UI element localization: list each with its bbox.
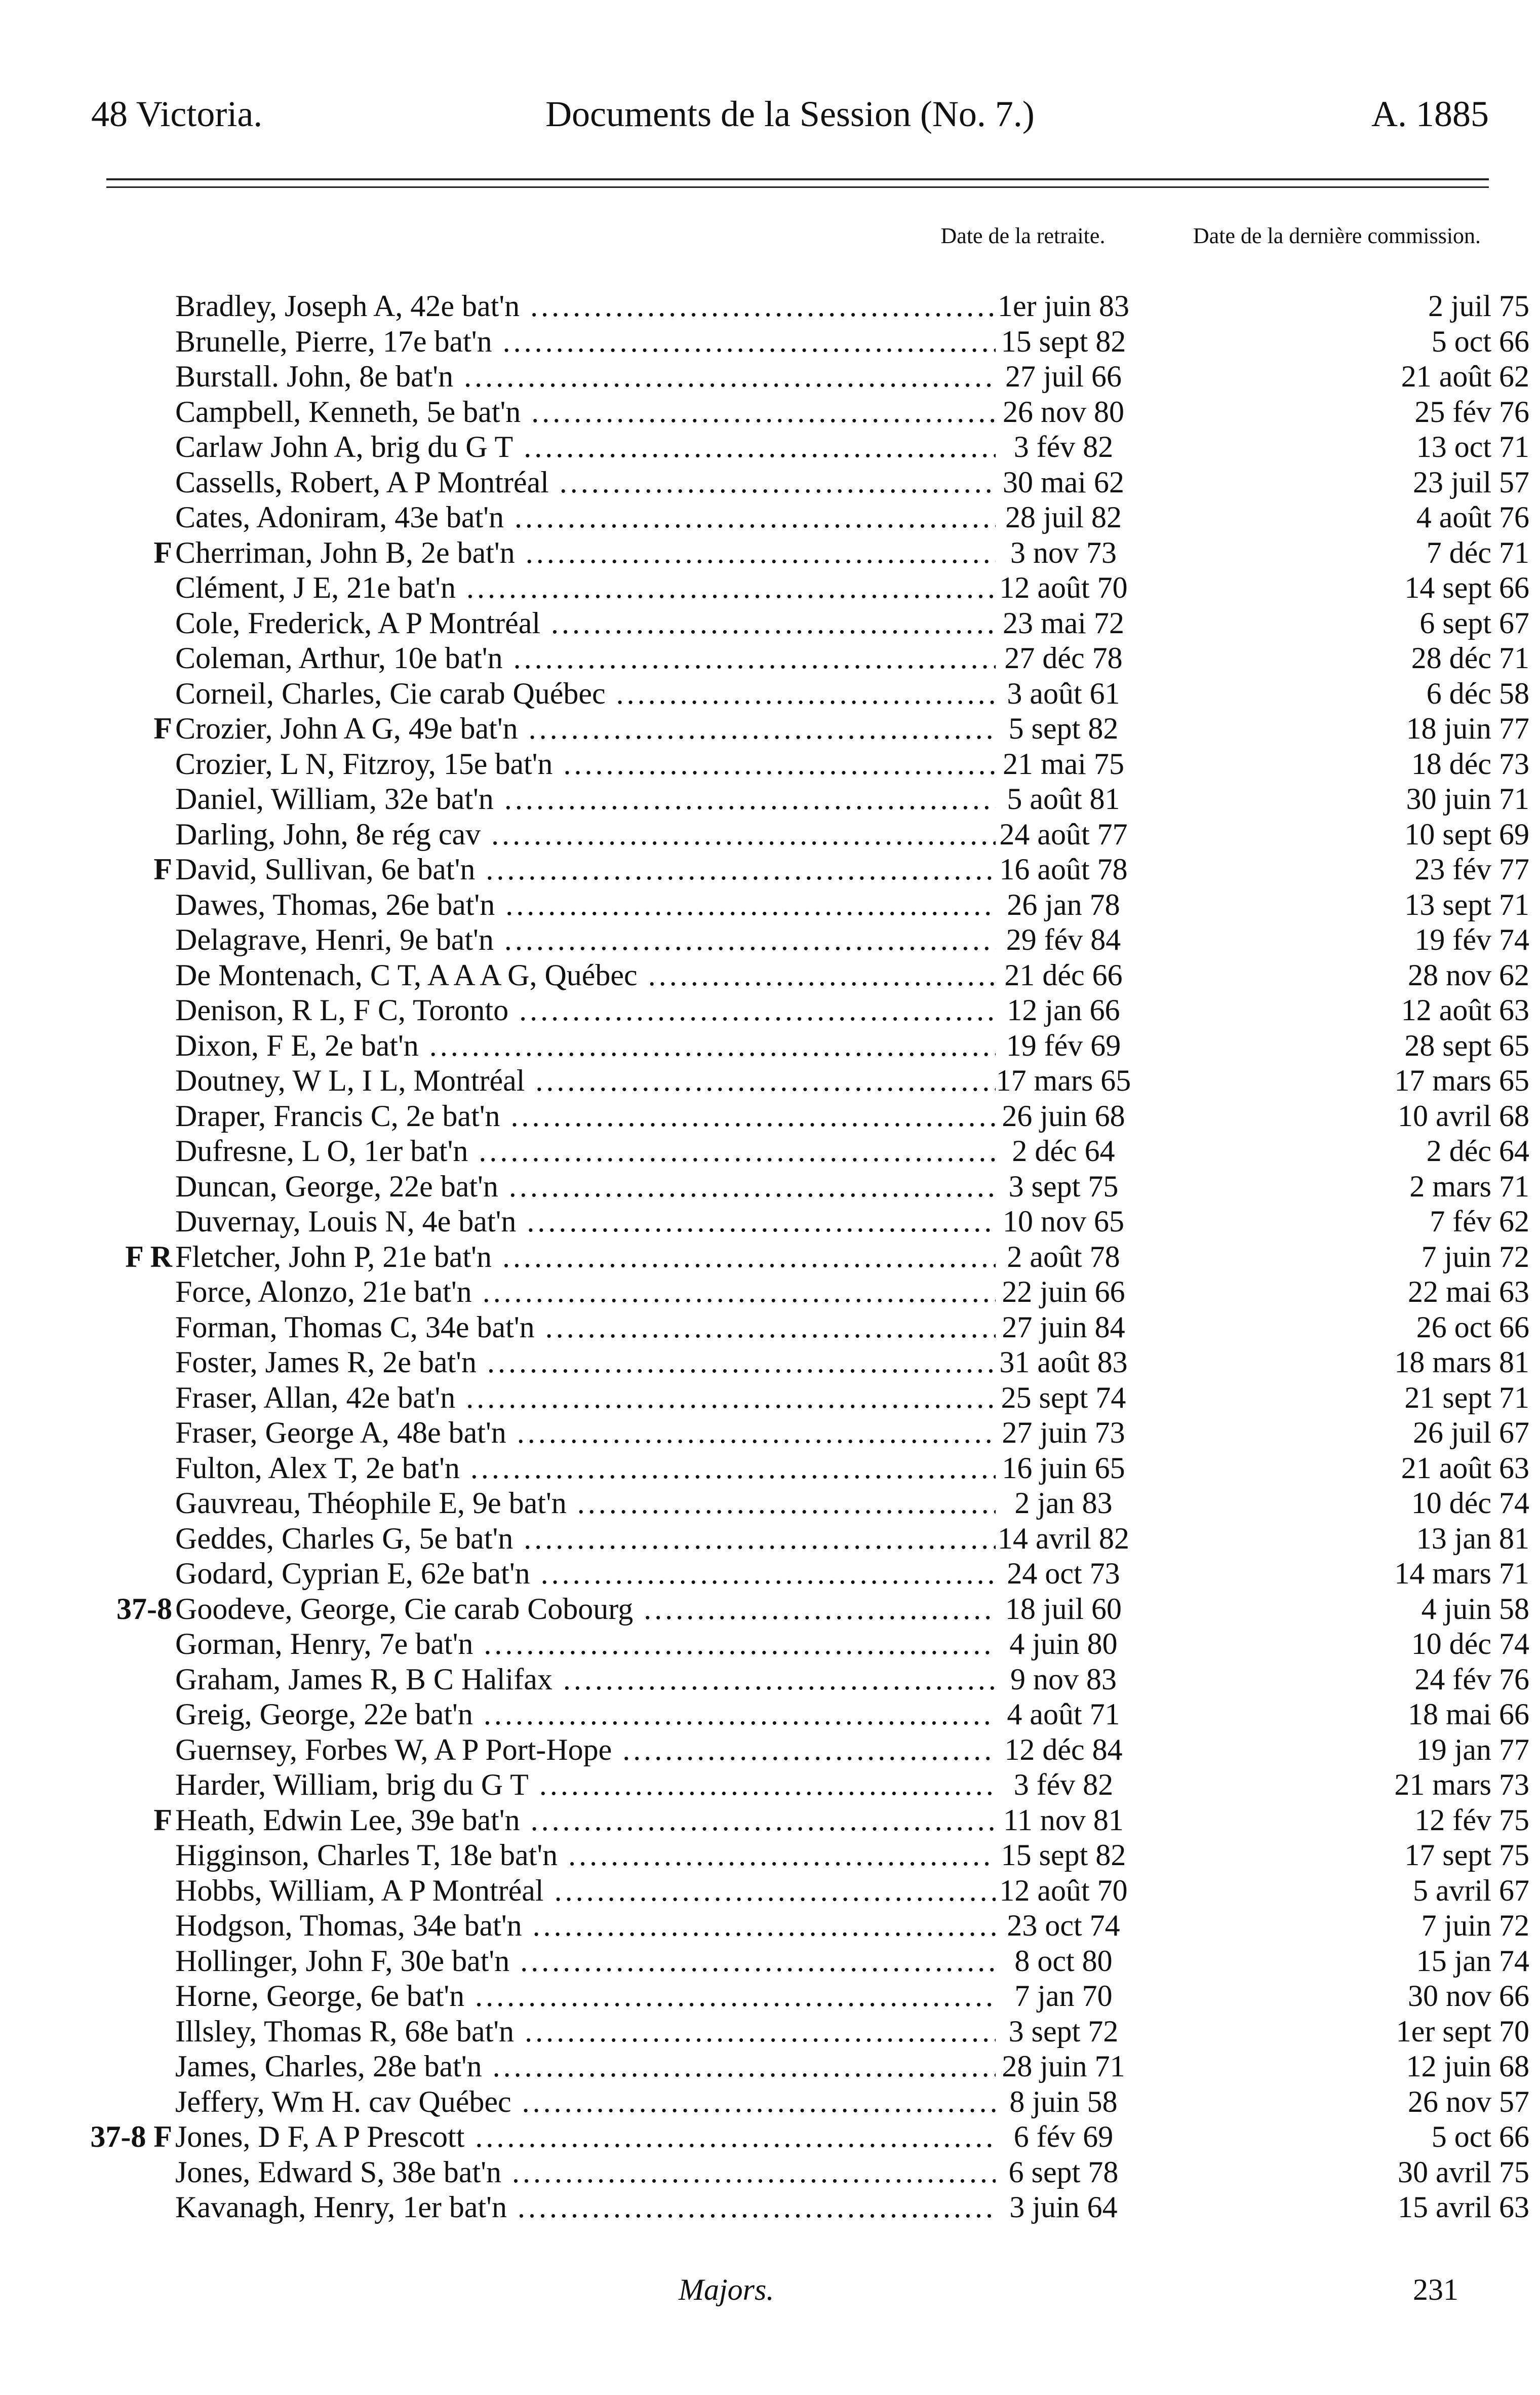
retirement-date: 7 jan 70 bbox=[1014, 1979, 1113, 2013]
catchword: Majors. bbox=[679, 2273, 774, 2306]
list-item bbox=[76, 1556, 1529, 1592]
header-rule bbox=[106, 178, 1489, 180]
row-mark: F bbox=[153, 535, 172, 569]
list-item bbox=[76, 2190, 1529, 2225]
retirement-date: 17 mars 65 bbox=[996, 1064, 1131, 1097]
row-mark: F bbox=[153, 1803, 172, 1837]
retirement-date: 6 sept 78 bbox=[1008, 2155, 1119, 2189]
retirement-date: 3 fév 82 bbox=[1013, 430, 1114, 463]
officer-name: Horne, George, 6e bat'n ..... bbox=[175, 1979, 996, 2014]
officer-name: Clément, J E, 21e bat'n ..... bbox=[175, 570, 996, 606]
list-item bbox=[76, 570, 1529, 606]
officer-name: Corneil, Charles, Cie carab Québec ..... bbox=[175, 676, 996, 712]
commission-date: 4 juin 58 bbox=[1421, 1592, 1529, 1626]
list-item bbox=[76, 676, 1529, 712]
retirement-date: 16 août 78 bbox=[999, 853, 1128, 886]
list-item bbox=[76, 2014, 1529, 2050]
list-item bbox=[76, 359, 1529, 395]
officer-name: Jones, D F, A P Prescott ..... bbox=[175, 2119, 996, 2155]
list-item bbox=[76, 782, 1529, 817]
officer-name: Coleman, Arthur, 10e bat'n ..... bbox=[175, 641, 996, 676]
commission-date: 17 mars 65 bbox=[1394, 1064, 1529, 1097]
list-item bbox=[76, 817, 1529, 853]
list-item bbox=[76, 1028, 1529, 1064]
commission-date: 10 déc 74 bbox=[1411, 1627, 1529, 1660]
commission-date: 10 avril 68 bbox=[1398, 1099, 1529, 1133]
retirement-date: 5 août 81 bbox=[1007, 782, 1120, 816]
retirement-date: 12 août 70 bbox=[999, 571, 1128, 604]
retirement-date: 30 mai 62 bbox=[1003, 465, 1124, 499]
officer-name: Jones, Edward S, 38e bat'n ..... bbox=[175, 2155, 996, 2190]
retirement-date: 26 juin 68 bbox=[1002, 1099, 1125, 1133]
retirement-date: 4 août 71 bbox=[1007, 1697, 1120, 1731]
officer-name: Forman, Thomas C, 34e bat'n ..... bbox=[175, 1310, 996, 1345]
list-item bbox=[76, 1486, 1529, 1521]
list-item bbox=[76, 1592, 1529, 1627]
commission-date: 2 déc 64 bbox=[1426, 1134, 1529, 1168]
commission-date: 23 juil 57 bbox=[1412, 465, 1529, 499]
officer-name: Dixon, F E, 2e bat'n ..... bbox=[175, 1028, 996, 1064]
commission-date: 22 mai 63 bbox=[1408, 1275, 1529, 1308]
list-item bbox=[76, 1908, 1529, 1944]
commission-date: 24 fév 76 bbox=[1414, 1662, 1529, 1696]
row-mark: F bbox=[153, 853, 172, 886]
retirement-date: 3 août 61 bbox=[1007, 676, 1120, 710]
commission-date: 21 sept 71 bbox=[1404, 1380, 1529, 1414]
commission-date: 28 déc 71 bbox=[1411, 641, 1529, 675]
list-item bbox=[76, 1063, 1529, 1099]
header-year: A. 1885 bbox=[1371, 94, 1489, 134]
retirement-date: 26 nov 80 bbox=[1003, 395, 1124, 429]
row-mark: F R bbox=[125, 1240, 172, 1273]
commission-date: 18 juin 77 bbox=[1406, 712, 1529, 745]
commission-date: 18 mai 66 bbox=[1408, 1697, 1529, 1731]
retirement-date: 3 fév 82 bbox=[1013, 1768, 1114, 1801]
commission-date: 6 sept 67 bbox=[1419, 606, 1529, 640]
commission-date: 28 nov 62 bbox=[1408, 958, 1529, 992]
commission-date: 19 jan 77 bbox=[1416, 1732, 1529, 1766]
retirement-date: 28 juil 82 bbox=[1005, 500, 1122, 534]
officer-name: Gauvreau, Théophile E, 9e bat'n ..... bbox=[175, 1486, 996, 1521]
list-item bbox=[76, 1979, 1529, 2014]
list-item bbox=[76, 430, 1529, 465]
commission-date: 26 oct 66 bbox=[1416, 1310, 1529, 1344]
list-item bbox=[76, 852, 1529, 887]
commission-date: 30 nov 66 bbox=[1408, 1979, 1529, 2013]
retirement-date: 6 fév 69 bbox=[1013, 2120, 1114, 2153]
retirement-date: 10 nov 65 bbox=[1003, 1205, 1124, 1238]
list-item bbox=[76, 535, 1529, 571]
officer-name: Campbell, Kenneth, 5e bat'n ..... bbox=[175, 395, 996, 430]
column-header-retirement: Date de la retraite. bbox=[940, 223, 1105, 248]
retirement-date: 25 sept 74 bbox=[1001, 1380, 1126, 1414]
officer-name: Doutney, W L, I L, Montréal ..... bbox=[175, 1063, 996, 1099]
list-item bbox=[76, 1767, 1529, 1803]
row-mark: F bbox=[153, 712, 172, 745]
retirement-date: 4 juin 80 bbox=[1009, 1627, 1118, 1660]
list-item bbox=[76, 1274, 1529, 1310]
retirement-date: 28 juin 71 bbox=[1002, 2050, 1125, 2083]
commission-date: 6 déc 58 bbox=[1426, 676, 1529, 710]
page-number: 231 bbox=[1413, 2273, 1458, 2306]
list-item bbox=[76, 1134, 1529, 1169]
commission-date: 15 jan 74 bbox=[1416, 1944, 1529, 1978]
retirement-date: 2 jan 83 bbox=[1014, 1486, 1113, 1520]
retirement-date: 15 sept 82 bbox=[1001, 1838, 1126, 1872]
commission-date: 2 mars 71 bbox=[1409, 1169, 1529, 1203]
retirement-date: 14 avril 82 bbox=[998, 1521, 1129, 1555]
list-item bbox=[76, 641, 1529, 676]
commission-date: 10 déc 74 bbox=[1411, 1486, 1529, 1520]
retirement-date: 16 juin 65 bbox=[1002, 1451, 1125, 1485]
retirement-date: 5 sept 82 bbox=[1008, 712, 1119, 745]
retirement-date: 18 juil 60 bbox=[1005, 1592, 1122, 1626]
list-item bbox=[76, 1521, 1529, 1557]
retirement-date: 1er juin 83 bbox=[998, 289, 1129, 323]
commission-date: 21 août 63 bbox=[1401, 1451, 1529, 1485]
retirement-date: 3 juin 64 bbox=[1009, 2190, 1118, 2224]
retirement-date: 12 août 70 bbox=[999, 1873, 1128, 1907]
list-item bbox=[76, 1310, 1529, 1345]
officer-name: Duncan, George, 22e bat'n ..... bbox=[175, 1169, 996, 1205]
officer-name: Brunelle, Pierre, 17e bat'n ..... bbox=[175, 324, 996, 360]
list-item bbox=[76, 1380, 1529, 1416]
commission-date: 26 juil 67 bbox=[1412, 1416, 1529, 1449]
officer-name: Cherriman, John B, 2e bat'n ..... bbox=[175, 535, 996, 571]
officer-name: Crozier, L N, Fitzroy, 15e bat'n ..... bbox=[175, 747, 996, 782]
commission-date: 13 sept 71 bbox=[1404, 887, 1529, 921]
retirement-date: 21 déc 66 bbox=[1004, 958, 1123, 992]
officer-name: Cates, Adoniram, 43e bat'n ..... bbox=[175, 500, 996, 535]
officer-name: Denison, R L, F C, Toronto ..... bbox=[175, 993, 996, 1028]
list-item bbox=[76, 922, 1529, 958]
officer-name: Hobbs, William, A P Montréal ..... bbox=[175, 1873, 996, 1909]
officer-name: Harder, William, brig du G T ..... bbox=[175, 1767, 996, 1803]
commission-date: 15 avril 63 bbox=[1398, 2190, 1529, 2224]
officer-name: Guernsey, Forbes W, A P Port-Hope ..... bbox=[175, 1732, 996, 1768]
officer-name: Burstall. John, 8e bat'n ..... bbox=[175, 359, 996, 395]
list-item bbox=[76, 1345, 1529, 1380]
officer-name: Jeffery, Wm H. cav Québec ..... bbox=[175, 2084, 996, 2120]
commission-date: 12 août 63 bbox=[1401, 993, 1529, 1027]
officer-name: Cassells, Robert, A P Montréal ..... bbox=[175, 465, 996, 500]
list-item bbox=[76, 606, 1529, 641]
list-item bbox=[76, 1627, 1529, 1662]
retirement-date: 23 mai 72 bbox=[1003, 606, 1124, 640]
commission-date: 14 sept 66 bbox=[1404, 571, 1529, 604]
list-item bbox=[76, 1240, 1529, 1275]
officer-name: Crozier, John A G, 49e bat'n ..... bbox=[175, 711, 996, 747]
retirement-date: 2 déc 64 bbox=[1012, 1134, 1115, 1168]
list-item bbox=[76, 1697, 1529, 1732]
officer-name: Dawes, Thomas, 26e bat'n ..... bbox=[175, 887, 996, 923]
officer-name: Delagrave, Henri, 9e bat'n ..... bbox=[175, 922, 996, 958]
header-title: Documents de la Session (No. 7.) bbox=[545, 94, 1035, 134]
officer-name: David, Sullivan, 6e bat'n ..... bbox=[175, 852, 996, 887]
officer-name: Heath, Edwin Lee, 39e bat'n ..... bbox=[175, 1803, 996, 1838]
list-item bbox=[76, 993, 1529, 1028]
list-item bbox=[76, 747, 1529, 782]
retirement-date: 2 août 78 bbox=[1007, 1240, 1120, 1273]
officer-name: Draper, Francis C, 2e bat'n ..... bbox=[175, 1099, 996, 1134]
retirement-date: 12 jan 66 bbox=[1007, 993, 1120, 1027]
commission-date: 2 juil 75 bbox=[1428, 289, 1529, 323]
commission-date: 12 juin 68 bbox=[1406, 2050, 1529, 2083]
commission-date: 21 mars 73 bbox=[1394, 1768, 1529, 1801]
officer-name: Hollinger, John F, 30e bat'n ..... bbox=[175, 1944, 996, 1979]
list-item bbox=[76, 1838, 1529, 1873]
commission-date: 13 oct 71 bbox=[1416, 430, 1529, 463]
commission-date: 30 juin 71 bbox=[1406, 782, 1529, 816]
retirement-date: 24 oct 73 bbox=[1007, 1557, 1120, 1590]
list-item bbox=[76, 1732, 1529, 1768]
officer-name: Carlaw John A, brig du G T ..... bbox=[175, 430, 996, 465]
commission-date: 7 fév 62 bbox=[1430, 1205, 1529, 1238]
list-item bbox=[76, 2155, 1529, 2190]
officer-name: De Montenach, C T, A A A G, Québec ..... bbox=[175, 958, 996, 993]
commission-date: 19 fév 74 bbox=[1414, 923, 1529, 956]
list-item bbox=[76, 289, 1529, 324]
retirement-date: 19 fév 69 bbox=[1006, 1028, 1121, 1062]
officer-name: James, Charles, 28e bat'n ..... bbox=[175, 2049, 996, 2084]
list-item bbox=[76, 1204, 1529, 1240]
list-item bbox=[76, 1662, 1529, 1697]
header-rule bbox=[106, 186, 1489, 188]
officer-name: Illsley, Thomas R, 68e bat'n ..... bbox=[175, 2014, 996, 2050]
retirement-date: 27 juin 73 bbox=[1002, 1416, 1125, 1449]
retirement-date: 29 fév 84 bbox=[1006, 923, 1121, 956]
retirement-date: 3 sept 72 bbox=[1008, 2014, 1119, 2048]
commission-date: 18 déc 73 bbox=[1411, 747, 1529, 781]
retirement-date: 24 août 77 bbox=[999, 817, 1128, 851]
list-item bbox=[76, 711, 1529, 747]
list-item bbox=[76, 2049, 1529, 2084]
officer-name: Greig, George, 22e bat'n ..... bbox=[175, 1697, 996, 1732]
officer-name: Goodeve, George, Cie carab Cobourg ..... bbox=[175, 1592, 996, 1627]
officer-name: Fraser, George A, 48e bat'n ..... bbox=[175, 1415, 996, 1451]
retirement-date: 27 déc 78 bbox=[1004, 641, 1123, 675]
commission-date: 25 fév 76 bbox=[1414, 395, 1529, 429]
retirement-date: 9 nov 83 bbox=[1010, 1662, 1117, 1696]
officer-name: Cole, Frederick, A P Montréal ..... bbox=[175, 606, 996, 641]
retirement-date: 26 jan 78 bbox=[1007, 887, 1120, 921]
officer-name: Fletcher, John P, 21e bat'n ..... bbox=[175, 1240, 996, 1275]
row-mark: 37-8 F bbox=[90, 2120, 172, 2153]
commission-date: 5 avril 67 bbox=[1413, 1873, 1529, 1907]
retirement-date: 15 sept 82 bbox=[1001, 324, 1126, 358]
officer-name: Higginson, Charles T, 18e bat'n ..... bbox=[175, 1838, 996, 1873]
list-item bbox=[76, 1169, 1529, 1205]
commission-date: 26 nov 57 bbox=[1408, 2084, 1529, 2118]
list-item bbox=[76, 1944, 1529, 1979]
list-item bbox=[76, 465, 1529, 500]
officer-name: Daniel, William, 32e bat'n ..... bbox=[175, 782, 996, 817]
commission-date: 18 mars 81 bbox=[1394, 1345, 1529, 1379]
officer-name: Graham, James R, B C Halifax ..... bbox=[175, 1662, 996, 1697]
officer-name: Fraser, Allan, 42e bat'n ..... bbox=[175, 1380, 996, 1416]
commission-date: 5 oct 66 bbox=[1431, 2120, 1529, 2153]
commission-date: 17 sept 75 bbox=[1404, 1838, 1529, 1872]
officer-name: Godard, Cyprian E, 62e bat'n ..... bbox=[175, 1556, 996, 1592]
retirement-date: 23 oct 74 bbox=[1007, 1909, 1120, 1942]
retirement-date: 31 août 83 bbox=[999, 1345, 1128, 1379]
header-volume: 48 Victoria. bbox=[91, 94, 263, 134]
officer-name: Gorman, Henry, 7e bat'n ..... bbox=[175, 1627, 996, 1662]
commission-date: 7 déc 71 bbox=[1426, 535, 1529, 569]
row-mark: 37-8 bbox=[116, 1592, 172, 1626]
commission-date: 30 avril 75 bbox=[1398, 2155, 1529, 2189]
commission-date: 13 jan 81 bbox=[1416, 1521, 1529, 1555]
officer-name: Darling, John, 8e rég cav ..... bbox=[175, 817, 996, 853]
column-header-last-commission: Date de la dernière commission. bbox=[1193, 223, 1481, 248]
list-item bbox=[76, 395, 1529, 430]
officer-name: Duvernay, Louis N, 4e bat'n ..... bbox=[175, 1204, 996, 1240]
list-item bbox=[76, 1873, 1529, 1909]
commission-date: 23 fév 77 bbox=[1414, 853, 1529, 886]
commission-date: 1er sept 70 bbox=[1396, 2014, 1529, 2048]
officer-name: Dufresne, L O, 1er bat'n ..... bbox=[175, 1134, 996, 1169]
list-item bbox=[76, 958, 1529, 993]
commission-date: 7 juin 72 bbox=[1421, 1240, 1529, 1273]
retirement-date: 3 sept 75 bbox=[1008, 1169, 1119, 1203]
list-item bbox=[76, 2084, 1529, 2120]
officer-name: Fulton, Alex T, 2e bat'n ..... bbox=[175, 1451, 996, 1486]
retirement-date: 8 oct 80 bbox=[1014, 1944, 1113, 1978]
commission-date: 28 sept 65 bbox=[1404, 1028, 1529, 1062]
officer-name: Bradley, Joseph A, 42e bat'n ..... bbox=[175, 289, 996, 324]
retirement-date: 22 juin 66 bbox=[1002, 1275, 1125, 1308]
retirement-date: 3 nov 73 bbox=[1010, 535, 1117, 569]
retirement-date: 27 juin 84 bbox=[1002, 1310, 1125, 1344]
retirement-date: 21 mai 75 bbox=[1003, 747, 1124, 781]
commission-date: 21 août 62 bbox=[1401, 360, 1529, 393]
commission-date: 14 mars 71 bbox=[1394, 1557, 1529, 1590]
officer-name: Geddes, Charles G, 5e bat'n ..... bbox=[175, 1521, 996, 1557]
officer-name: Kavanagh, Henry, 1er bat'n ..... bbox=[175, 2190, 996, 2225]
page-footer bbox=[91, 2269, 1489, 2310]
list-item bbox=[76, 324, 1529, 360]
list-item bbox=[76, 1803, 1529, 1838]
list-item bbox=[76, 1415, 1529, 1451]
commission-date: 7 juin 72 bbox=[1421, 1909, 1529, 1942]
list-item bbox=[76, 1451, 1529, 1486]
retirement-date: 12 déc 84 bbox=[1004, 1732, 1123, 1766]
retirement-date: 27 juil 66 bbox=[1005, 360, 1122, 393]
list-item bbox=[76, 1099, 1529, 1134]
list-item bbox=[76, 500, 1529, 535]
commission-date: 12 fév 75 bbox=[1414, 1803, 1529, 1837]
retirement-date: 11 nov 81 bbox=[1003, 1803, 1124, 1837]
commission-date: 10 sept 69 bbox=[1404, 817, 1529, 851]
officer-name: Foster, James R, 2e bat'n ..... bbox=[175, 1345, 996, 1380]
commission-date: 5 oct 66 bbox=[1431, 324, 1529, 358]
list-item bbox=[76, 2119, 1529, 2155]
officer-name: Force, Alonzo, 21e bat'n ..... bbox=[175, 1274, 996, 1310]
list-item bbox=[76, 887, 1529, 923]
officer-list bbox=[76, 289, 1529, 2225]
page-header bbox=[91, 91, 1489, 137]
commission-date: 4 août 76 bbox=[1416, 500, 1529, 534]
officer-name: Hodgson, Thomas, 34e bat'n ..... bbox=[175, 1908, 996, 1944]
retirement-date: 8 juin 58 bbox=[1009, 2084, 1118, 2118]
